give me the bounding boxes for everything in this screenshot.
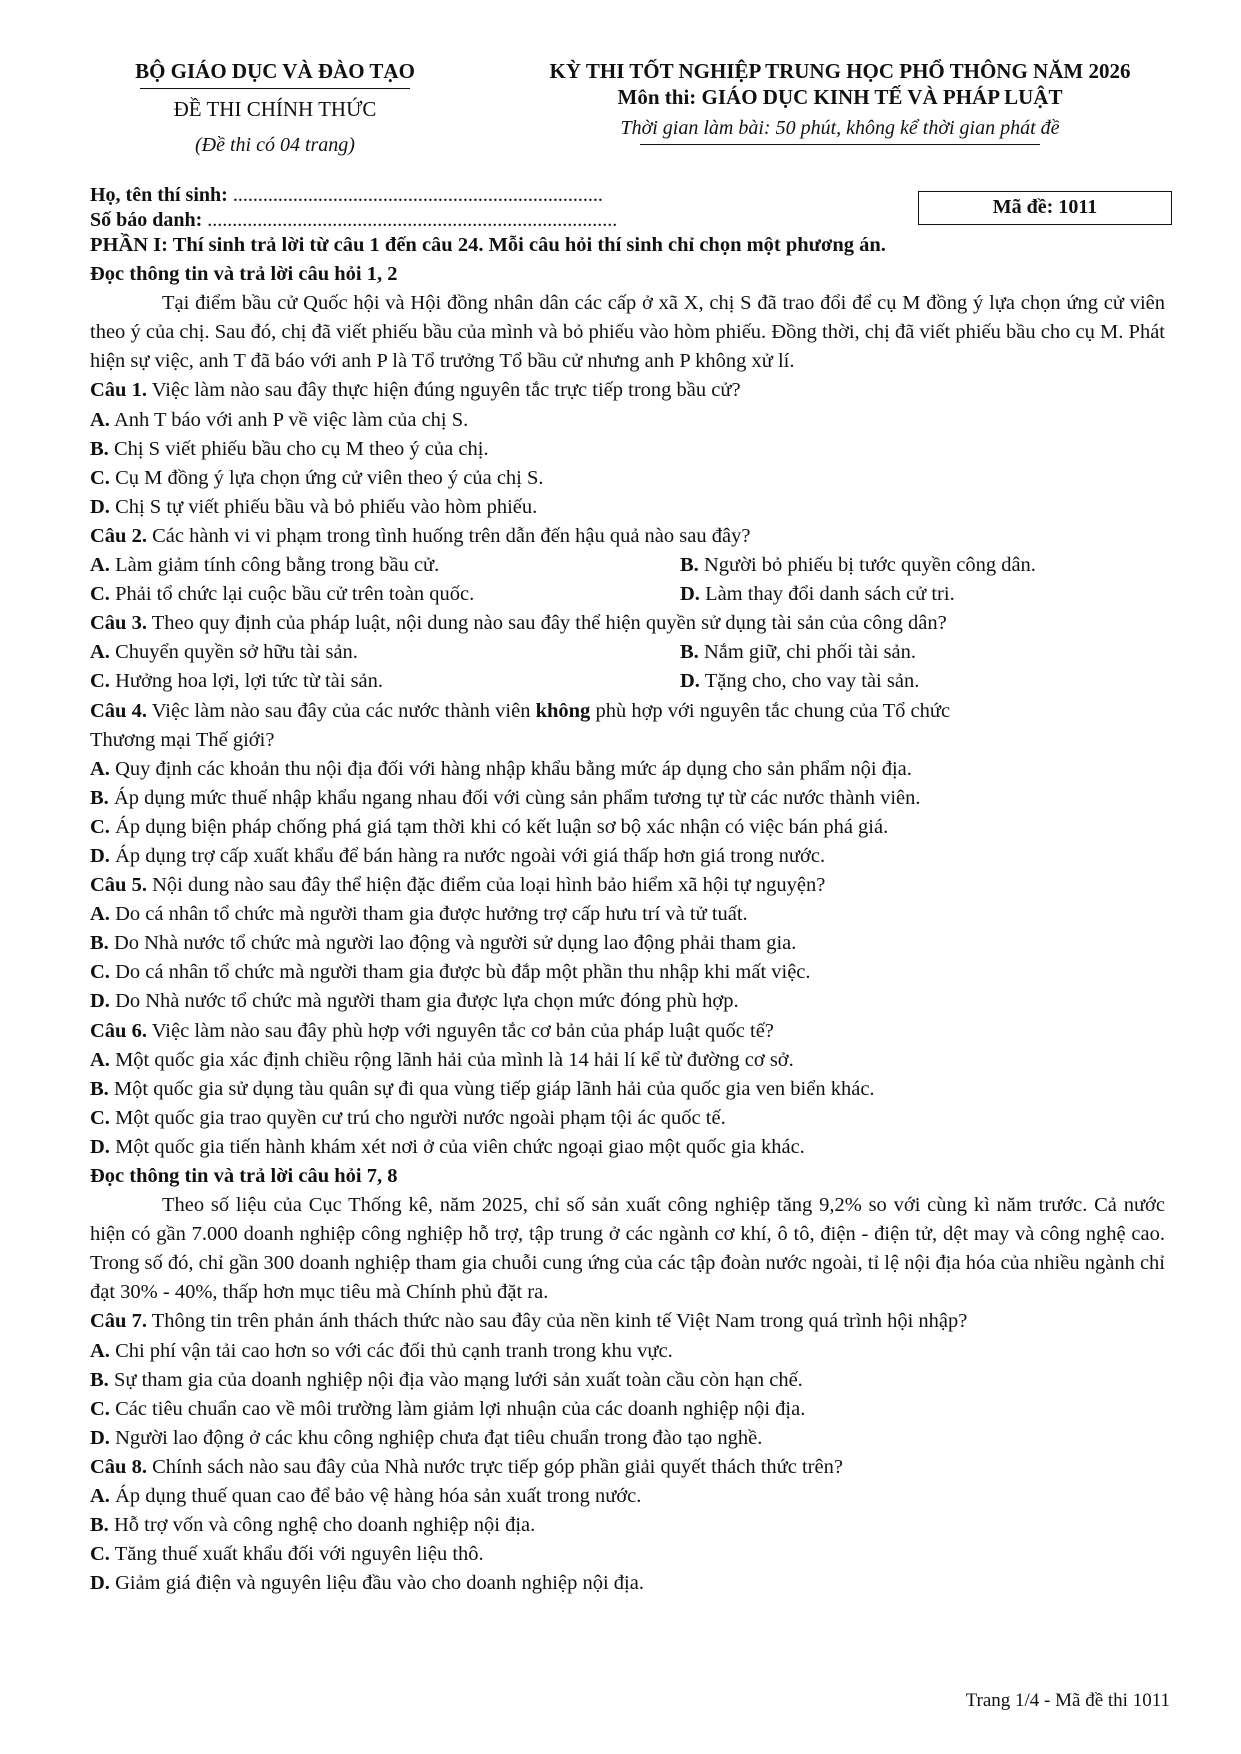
question-5: Câu 5. Nội dung nào sau đây thể hiện đặc điểm của loại hình bảo hiểm xã hội tự nguyện? (90, 874, 826, 897)
id-label: Số báo danh: (90, 209, 203, 231)
q7-option-b: B. Sự tham gia của doanh nghiệp nội địa vào mạng lưới sản xuất toàn cầu còn hạn chế. (90, 1368, 803, 1391)
question-1: Câu 1. Việc làm nào sau đây thực hiện đúng nguyên tắc trực tiếp trong bầu cử? (90, 379, 741, 402)
id-dots: .................................................................................. (207, 209, 618, 231)
info-text-2: Theo số liệu của Cục Thống kê, năm 2025, chỉ số sản xuất công nghiệp tăng 9,2% so với cùng kì năm trước. Cả nước hiện có gần 7.000 doanh nghiệp công nghiệp hỗ trợ, tập trung ở các ngành cơ khí, ô tô, điện - điện tử, dệt may và công nghệ cao. Trong số đó, chỉ gần 300 doanh nghiệp tham gia chuỗi cung ứng của các tập đoàn nước ngoài, tỉ lệ nội địa hóa của nhiều ngành chỉ đạt 30% - 40%, thấp hơn mục tiêu mà Chính phủ đặt ra. (90, 1194, 1165, 1304)
question-8: Câu 8. Chính sách nào sau đây của Nhà nước trực tiếp góp phần giải quyết thách thức trên? (90, 1455, 843, 1478)
q4-option-a: A. Quy định các khoản thu nội địa đối với hàng nhập khẩu bằng mức áp dụng cho sản phẩm nội địa. (90, 757, 912, 780)
question-4: Câu 4. Việc làm nào sau đây của các nước thành viên không phù hợp với nguyên tắc chung của Tổ chức (90, 699, 951, 722)
q4-option-d: D. Áp dụng trợ cấp xuất khẩu để bán hàng ra nước ngoài với giá thấp hơn giá trong nước. (90, 844, 826, 867)
q1-option-c: C. Cụ M đồng ý lựa chọn ứng cử viên theo ý của chị S. (90, 466, 544, 489)
question-7: Câu 7. Thông tin trên phản ánh thách thức nào sau đây của nền kinh tế Việt Nam trong quá trình hội nhập? (90, 1310, 968, 1333)
exam-time: Thời gian làm bài: 50 phút, không kể thời gian phát đề (620, 117, 1060, 139)
q7-option-d: D. Người lao động ở các khu công nghiệp chưa đạt tiêu chuẩn trong đào tạo nghề. (90, 1426, 763, 1449)
part-title: PHẦN I: Thí sinh trả lời từ câu 1 đến câu 24. Mỗi câu hỏi thí sinh chỉ chọn một phương án. (90, 234, 886, 256)
q1-option-d: D. Chị S tự viết phiếu bầu và bỏ phiếu vào hòm phiếu. (90, 495, 538, 518)
q8-option-a: A. Áp dụng thuế quan cao để bảo vệ hàng hóa sản xuất trong nước. (90, 1485, 642, 1508)
page-count: (Đề thi có 04 trang) (195, 134, 355, 156)
name-label: Họ, tên thí sinh: (90, 184, 228, 206)
q3-options-row-2 (90, 667, 1165, 696)
q4-option-b: B. Áp dụng mức thuế nhập khẩu ngang nhau đối với cùng sản phẩm tương tự từ các nước thành viên. (90, 786, 921, 809)
q5-option-a: A. Do cá nhân tổ chức mà người tham gia được hưởng trợ cấp hưu trí và tử tuất. (90, 903, 748, 926)
q3-options-row-1 (90, 638, 1165, 667)
q2-options-row-2 (90, 580, 1165, 609)
exam-subject: Môn thi: GIÁO DỤC KINH TẾ VÀ PHÁP LUẬT (617, 85, 1063, 109)
q6-option-c: C. Một quốc gia trao quyền cư trú cho người nước ngoài phạm tội ác quốc tế. (90, 1106, 726, 1129)
q3-option-a: A. Chuyển quyền sở hữu tài sản. (90, 641, 358, 664)
question-2: Câu 2. Các hành vi vi phạm trong tình huống trên dẫn đến hậu quả nào sau đây? (90, 524, 751, 547)
time-underline (640, 144, 1040, 145)
q8-option-b: B. Hỗ trợ vốn và công nghệ cho doanh nghiệp nội địa. (90, 1514, 536, 1537)
q3-option-d: D. Tặng cho, cho vay tài sản. (680, 670, 920, 693)
q4-option-c: C. Áp dụng biện pháp chống phá giá tạm thời khi có kết luận sơ bộ xác nhận có việc bán phá giá. (90, 815, 889, 838)
info-text-1: Tại điểm bầu cử Quốc hội và Hội đồng nhân dân các cấp ở xã X, chị S đã trao đổi để cụ M đồng ý lựa chọn ứng cử viên theo ý của chị. Sau đó, chị đã viết phiếu bầu của mình và bỏ phiếu vào hòm phiếu. Đồng thời, chị đã viết phiếu bầu cho cụ M. Phát hiện sự việc, anh T đã báo với anh P là Tổ trưởng Tổ bầu cử nhưng anh P không xử lí. (90, 292, 1165, 373)
q6-option-a: A. Một quốc gia xác định chiều rộng lãnh hải của mình là 14 hải lí kể từ đường cơ sở. (90, 1048, 794, 1071)
q2-option-d: D. Làm thay đổi danh sách cử tri. (680, 583, 955, 606)
info-title-2: Đọc thông tin và trả lời câu hỏi 7, 8 (90, 1165, 398, 1187)
q8-option-d: D. Giảm giá điện và nguyên liệu đầu vào cho doanh nghiệp nội địa. (90, 1572, 644, 1595)
info-title-1: Đọc thông tin và trả lời câu hỏi 1, 2 (90, 263, 398, 286)
q6-option-d: D. Một quốc gia tiến hành khám xét nơi ở của viên chức ngoại giao một quốc gia khác. (90, 1135, 805, 1158)
candidate-info (90, 183, 617, 233)
q5-option-d: D. Do Nhà nước tổ chức mà người tham gia được lựa chọn mức đóng phù hợp. (90, 990, 739, 1013)
q5-option-b: B. Do Nhà nước tổ chức mà người lao động và người sử dụng lao động phải tham gia. (90, 932, 797, 955)
question-4-cont: Thương mại Thế giới? (90, 728, 275, 751)
q3-option-b: B. Nắm giữ, chi phối tài sản. (680, 641, 917, 664)
q3-option-c: C. Hưởng hoa lợi, lợi tức từ tài sản. (90, 670, 384, 693)
header-left (90, 58, 460, 159)
q7-option-c: C. Các tiêu chuẩn cao về môi trường làm giảm lợi nhuận của các doanh nghiệp nội địa. (90, 1397, 806, 1420)
question-3: Câu 3. Theo quy định của pháp luật, nội dung nào sau đây thể hiện quyền sử dụng tài sản của công dân? (90, 612, 947, 635)
header-right (500, 58, 1180, 145)
ministry-name: BỘ GIÁO DỤC VÀ ĐÀO TẠO (135, 59, 415, 83)
q1-option-a: A. Anh T báo với anh P về việc làm của chị S. (90, 408, 469, 431)
page-footer: Trang 1/4 - Mã đề thi 1011 (965, 1690, 1170, 1711)
exam-code-box: Mã đề: 1011 (918, 191, 1172, 225)
q7-option-a: A. Chi phí vận tải cao hơn so với các đối thủ cạnh tranh trong khu vực. (90, 1339, 673, 1362)
q8-option-c: C. Tăng thuế xuất khẩu đối với nguyên liệu thô. (90, 1543, 484, 1566)
q1-option-b: B. Chị S viết phiếu bầu cho cụ M theo ý của chị. (90, 437, 489, 460)
q2-option-c: C. Phải tổ chức lại cuộc bầu cử trên toàn quốc. (90, 583, 475, 606)
exam-title: KỲ THI TỐT NGHIỆP TRUNG HỌC PHỔ THÔNG NĂM 2026 (549, 59, 1131, 83)
question-6: Câu 6. Việc làm nào sau đây phù hợp với nguyên tắc cơ bản của pháp luật quốc tế? (90, 1019, 774, 1042)
exam-content (90, 231, 1165, 1598)
q6-option-b: B. Một quốc gia sử dụng tàu quân sự đi qua vùng tiếp giáp lãnh hải của quốc gia ven biển khác. (90, 1077, 875, 1100)
q5-option-c: C. Do cá nhân tổ chức mà người tham gia được bù đắp một phần thu nhập khi mất việc. (90, 961, 811, 984)
official-label: ĐỀ THI CHÍNH THỨC (173, 97, 377, 121)
q2-option-b: B. Người bỏ phiếu bị tước quyền công dân. (680, 554, 1036, 577)
ministry-underline (140, 88, 410, 89)
q2-options-row-1 (90, 551, 1165, 580)
name-dots: .......................................................................... (232, 184, 603, 206)
q2-option-a: A. Làm giảm tính công bằng trong bầu cử. (90, 554, 440, 577)
